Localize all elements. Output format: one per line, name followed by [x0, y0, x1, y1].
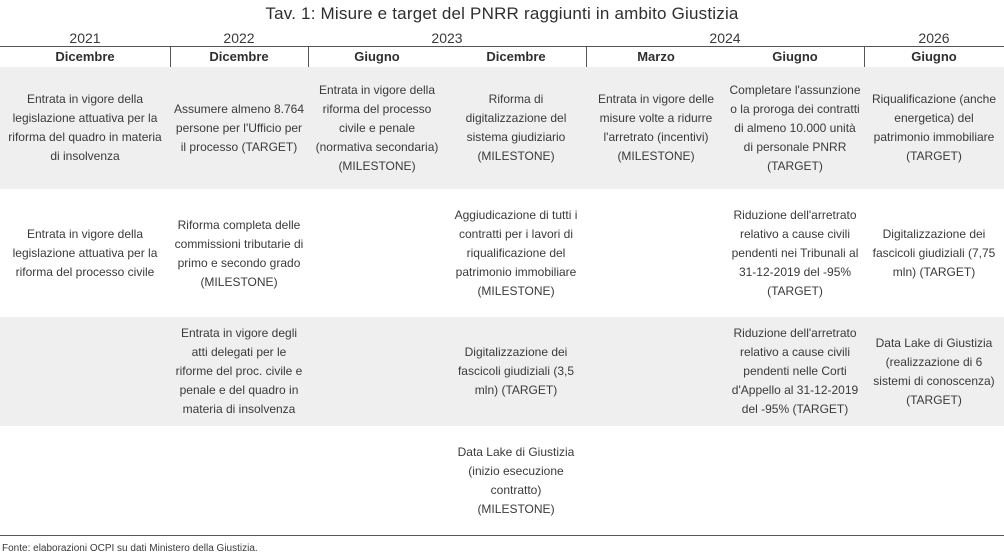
milestone-cell [452, 190, 580, 317]
month-header-giu-2023: Giugno [354, 49, 400, 64]
milestone-text: Aggiudicazione di tutti i contratti per i lavori di riqualificazione del patrimonio immobiliare (MILESTONE) [454, 208, 578, 298]
milestone-cell [310, 67, 444, 189]
milestone-text: Entrata in vigore degli atti delegati per le riforme del proc. civile e penale e del quadro in materia di insolvenza [175, 326, 303, 416]
header-rule [0, 46, 1004, 47]
year-header-2022: 2022 [223, 30, 255, 46]
milestone-text: Data Lake di Giustizia (realizzazione di 6 sistemi di conoscenza) (TARGET) [873, 335, 995, 407]
milestone-cell [728, 317, 862, 426]
year-header-2021: 2021 [69, 30, 101, 46]
milestone-text: Riforma completa delle commissioni tributarie di primo e secondo grado (MILESTONE) [174, 217, 304, 289]
milestone-text: Digitalizzazione dei fascicoli giudiziali (3,5 mln) (TARGET) [457, 345, 575, 397]
month-header-dic-2022: Dicembre [209, 49, 269, 64]
milestone-cell [728, 190, 862, 317]
month-header-giu-2026: Giugno [911, 49, 957, 64]
source-note: Fonte: elaborazioni OCPI su dati Ministero della Giustizia. [2, 543, 258, 554]
milestone-text: Entrata in vigore della riforma del processo civile e penale (normativa secondaria) (MILESTONE) [315, 82, 439, 173]
milestone-text: Riforma di digitalizzazione del sistema giudiziario (MILESTONE) [465, 92, 567, 163]
month-header-giu-2024: Giugno [772, 49, 818, 64]
month-header-dic-2023: Dicembre [486, 49, 546, 64]
milestone-cell [866, 317, 1002, 426]
milestone-cell [452, 428, 580, 534]
year-header-2023: 2023 [431, 30, 463, 46]
milestone-cell [172, 190, 306, 317]
milestone-text: Assumere almeno 8.764 persone per l'Ufficio per il processo (TARGET) [173, 101, 305, 154]
milestone-text: Data Lake di Giustizia (inizio esecuzione contratto) (MILESTONE) [457, 445, 575, 516]
month-header-dic-2021: Dicembre [55, 49, 115, 64]
milestone-text: Completare l'assunzione o la proroga dei contratti di almeno 10.000 unità di personale PNRR (TARGET) [729, 82, 861, 173]
milestone-text: Riduzione dell'arretrato relativo a cause civili pendenti nelle Corti d'Appello al 31-12-2019 del -95% (TARGET) [731, 326, 859, 416]
milestone-cell [728, 67, 862, 189]
year-separator [308, 46, 309, 68]
milestone-cell [588, 67, 724, 189]
table-bottom-rule [0, 535, 1004, 536]
milestone-cell [452, 317, 580, 426]
milestone-cell [172, 317, 306, 426]
year-header-2024: 2024 [709, 30, 741, 46]
milestone-cell [172, 67, 306, 189]
month-header-mar-2024: Marzo [637, 49, 675, 64]
milestone-cell [4, 67, 166, 189]
year-separator [170, 46, 171, 68]
milestone-text: Digitalizzazione dei fascicoli giudiziali (7,75 mln) (TARGET) [872, 227, 996, 279]
table-title: Tav. 1: Misure e target del PNRR raggiunti in ambito Giustizia [265, 4, 739, 23]
milestone-cell [866, 190, 1002, 317]
milestone-cell [452, 67, 580, 189]
milestone-text: Entrata in vigore della legislazione attuativa per la riforma del processo civile [12, 227, 158, 279]
milestone-text: Entrata in vigore delle misure volte a ridurre l'arretrato (incentivi) (MILESTONE) [597, 92, 715, 163]
year-header-2026: 2026 [918, 30, 950, 46]
milestone-cell [4, 190, 166, 317]
milestone-text: Riqualificazione (anche energetica) del patrimonio immobiliare (TARGET) [871, 92, 997, 163]
year-separator [586, 46, 587, 68]
milestone-text: Riduzione dell'arretrato relativo a cause civili pendenti nei Tribunali al 31-12-2019 del -95% (TARGET) [731, 208, 859, 298]
milestone-text: Entrata in vigore della legislazione attuativa per la riforma del quadro in materia di insolvenza [8, 92, 162, 163]
milestone-cell [866, 67, 1002, 189]
year-separator [864, 46, 865, 68]
